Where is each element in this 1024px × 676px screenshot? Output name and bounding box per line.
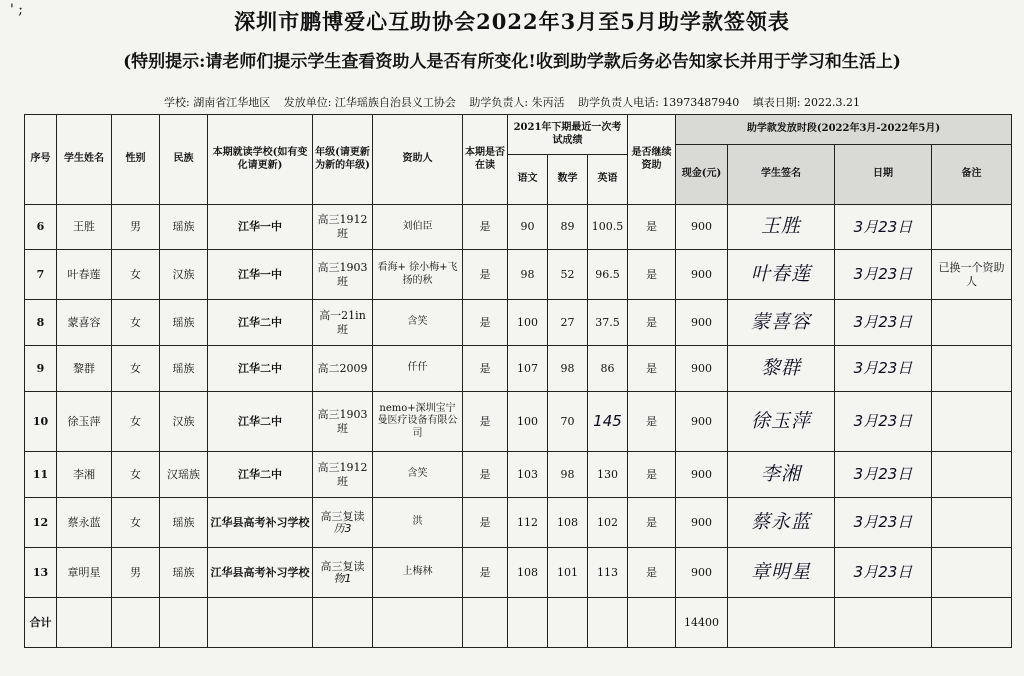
cell-ethnic: 瑶族 (160, 346, 208, 392)
cell-seq: 7 (25, 250, 57, 300)
cell-signature: 蔡永蓝 (728, 498, 835, 548)
table-row (25, 548, 1012, 598)
grade-handwritten-note: 物1 (333, 571, 352, 585)
header-continue: 是否继续资助 (628, 115, 676, 205)
cell-name: 蔡永蓝 (57, 498, 112, 548)
cell-chinese: 107 (508, 346, 548, 392)
header-math: 数学 (548, 155, 588, 205)
cell-school: 江华一中 (208, 205, 313, 250)
header-period: 助学款发放时段(2022年3月-2022年5月) (676, 115, 1012, 145)
cell-ethnic: 瑶族 (160, 548, 208, 598)
cell-school: 江华二中 (208, 346, 313, 392)
cell-remark (932, 392, 1012, 452)
cell-name: 蒙喜容 (57, 300, 112, 346)
grade-text: 高三1912班 (317, 460, 368, 488)
meta-line (0, 94, 1024, 110)
header-exam-group: 2021年下期最近一次考试成绩 (508, 115, 628, 155)
cell-sponsor: nemo+深圳宝宁曼医疗设备有限公司 (373, 392, 463, 452)
cell-enrolled: 是 (463, 346, 508, 392)
cell-grade (313, 392, 373, 452)
cell-date: 3月23日 (835, 392, 932, 452)
total-row (25, 598, 1012, 648)
cell-seq: 12 (25, 498, 57, 548)
cell-signature: 黎群 (728, 346, 835, 392)
cell-continue: 是 (628, 300, 676, 346)
cell-math: 89 (548, 205, 588, 250)
header-ethnic: 民族 (160, 115, 208, 205)
cell-date: 3月23日 (835, 452, 932, 498)
cell-remark (932, 548, 1012, 598)
cell-name: 章明星 (57, 548, 112, 598)
cell-english: 96.5 (588, 250, 628, 300)
table-row (25, 205, 1012, 250)
cell-grade (313, 498, 373, 548)
cell-name: 徐玉萍 (57, 392, 112, 452)
cell-school: 江华县高考补习学校 (208, 548, 313, 598)
cell-enrolled: 是 (463, 205, 508, 250)
table-row (25, 300, 1012, 346)
table-row (25, 250, 1012, 300)
cell-remark (932, 452, 1012, 498)
cell-math: 108 (548, 498, 588, 548)
cell-chinese: 103 (508, 452, 548, 498)
cell-remark (932, 346, 1012, 392)
cell-chinese: 100 (508, 300, 548, 346)
cell-name: 叶春莲 (57, 250, 112, 300)
header-enrolled: 本期是否在读 (463, 115, 508, 205)
grade-text: 高三复读 (320, 559, 365, 573)
header-remark: 备注 (932, 145, 1012, 205)
header-date: 日期 (835, 145, 932, 205)
cell-enrolled: 是 (463, 250, 508, 300)
cell-signature: 蒙喜容 (728, 300, 835, 346)
cell-remark: 已换一个资助人 (932, 250, 1012, 300)
cell-name: 黎群 (57, 346, 112, 392)
cell-cash: 900 (676, 392, 728, 452)
header-sponsor: 资助人 (373, 115, 463, 205)
cell-math: 52 (548, 250, 588, 300)
cell-seq: 10 (25, 392, 57, 452)
cell-date: 3月23日 (835, 205, 932, 250)
cell-chinese: 100 (508, 392, 548, 452)
cell-gender: 女 (112, 300, 160, 346)
cell-math: 98 (548, 452, 588, 498)
grade-text: 高三1903班 (317, 260, 368, 288)
cell-enrolled: 是 (463, 498, 508, 548)
cell-remark (932, 300, 1012, 346)
cell-math: 27 (548, 300, 588, 346)
cell-english: 100.5 (588, 205, 628, 250)
cell-seq: 11 (25, 452, 57, 498)
cell-ethnic: 瑶族 (160, 205, 208, 250)
meta-issuer: 发放单位: 江华瑶族自治县义工协会 (283, 96, 456, 109)
aid-table (24, 114, 1012, 648)
cell-seq: 9 (25, 346, 57, 392)
cell-date: 3月23日 (835, 498, 932, 548)
header-chinese: 语文 (508, 155, 548, 205)
cell-sponsor: 洪 (373, 498, 463, 548)
cell-seq: 6 (25, 205, 57, 250)
header-gender: 性别 (112, 115, 160, 205)
cell-school: 江华一中 (208, 250, 313, 300)
cell-gender: 女 (112, 250, 160, 300)
cell-grade (313, 452, 373, 498)
table-row (25, 392, 1012, 452)
cell-cash: 900 (676, 205, 728, 250)
cell-english: 102 (588, 498, 628, 548)
cell-seq: 8 (25, 300, 57, 346)
cell-remark (932, 205, 1012, 250)
cell-cash: 900 (676, 346, 728, 392)
meta-school: 学校: 湖南省江华地区 (164, 96, 271, 109)
meta-date: 填表日期: 2022.3.21 (752, 96, 860, 109)
cell-cash: 900 (676, 300, 728, 346)
cell-math: 101 (548, 548, 588, 598)
header-grade: 年级(请更新为新的年级) (313, 115, 373, 205)
grade-text: 高三1903班 (317, 407, 368, 435)
cell-sponsor: 看海+ 徐小梅+飞扬的秋 (373, 250, 463, 300)
cell-chinese: 108 (508, 548, 548, 598)
cell-signature: 徐玉萍 (728, 392, 835, 452)
cell-english-handwritten: 145 (588, 392, 628, 452)
cell-date: 3月23日 (835, 346, 932, 392)
cell-continue: 是 (628, 498, 676, 548)
cell-english: 86 (588, 346, 628, 392)
header-name: 学生姓名 (57, 115, 112, 205)
grade-handwritten-note: 历3 (333, 521, 352, 535)
cell-enrolled: 是 (463, 300, 508, 346)
cell-english: 130 (588, 452, 628, 498)
cell-remark (932, 498, 1012, 548)
cell-math: 98 (548, 346, 588, 392)
cell-cash: 900 (676, 452, 728, 498)
grade-text: 高二2009 (317, 361, 368, 375)
meta-head: 助学负责人: 朱丙活 (469, 96, 565, 109)
cell-school: 江华县高考补习学校 (208, 498, 313, 548)
cell-cash: 900 (676, 250, 728, 300)
cell-signature: 王胜 (728, 205, 835, 250)
cell-date: 3月23日 (835, 300, 932, 346)
cell-gender: 男 (112, 548, 160, 598)
cell-chinese: 112 (508, 498, 548, 548)
cell-ethnic: 汉族 (160, 250, 208, 300)
cell-sponsor: 刘伯臣 (373, 205, 463, 250)
cell-continue: 是 (628, 452, 676, 498)
cell-continue: 是 (628, 346, 676, 392)
cell-enrolled: 是 (463, 452, 508, 498)
header-cash: 现金(元) (676, 145, 728, 205)
header-seq: 序号 (25, 115, 57, 205)
cell-name: 李湘 (57, 452, 112, 498)
cell-signature: 章明星 (728, 548, 835, 598)
grade-text: 高三复读 (320, 509, 365, 523)
cell-school: 江华二中 (208, 452, 313, 498)
table-row (25, 498, 1012, 548)
header-school: 本期就读学校(如有变化请更新) (208, 115, 313, 205)
cell-sponsor: 含笑 (373, 452, 463, 498)
header-signature: 学生签名 (728, 145, 835, 205)
total-label: 合计 (25, 598, 57, 648)
cell-seq: 13 (25, 548, 57, 598)
cell-sponsor: 上梅林 (373, 548, 463, 598)
cell-signature: 叶春莲 (728, 250, 835, 300)
cell-continue: 是 (628, 392, 676, 452)
cell-continue: 是 (628, 250, 676, 300)
cell-math: 70 (548, 392, 588, 452)
table-row (25, 452, 1012, 498)
cell-cash: 900 (676, 498, 728, 548)
cell-grade (313, 548, 373, 598)
cell-ethnic: 瑶族 (160, 498, 208, 548)
cell-gender: 女 (112, 498, 160, 548)
cell-name: 王胜 (57, 205, 112, 250)
cell-gender: 女 (112, 452, 160, 498)
cell-english: 37.5 (588, 300, 628, 346)
cell-sponsor: 仟仟 (373, 346, 463, 392)
cell-enrolled: 是 (463, 392, 508, 452)
meta-phone: 助学负责人电话: 13973487940 (578, 96, 740, 109)
cell-grade (313, 346, 373, 392)
cell-chinese: 90 (508, 205, 548, 250)
cell-grade (313, 300, 373, 346)
cell-signature: 李湘 (728, 452, 835, 498)
cell-ethnic: 汉瑶族 (160, 452, 208, 498)
cell-english: 113 (588, 548, 628, 598)
cell-date: 3月23日 (835, 548, 932, 598)
cell-continue: 是 (628, 548, 676, 598)
grade-text: 高三1912班 (317, 213, 368, 240)
cell-cash: 900 (676, 548, 728, 598)
cell-gender: 女 (112, 346, 160, 392)
cell-chinese: 98 (508, 250, 548, 300)
cell-school: 江华二中 (208, 300, 313, 346)
cell-gender: 女 (112, 392, 160, 452)
cell-continue: 是 (628, 205, 676, 250)
special-notice: (特别提示:请老师们提示学生查看资助人是否有所变化!收到助学款后务必告知家长并用于学习和生活上) (123, 52, 901, 72)
document-title: 深圳市鹏博爱心互助协会2022年3月至5月助学款签领表 (234, 9, 790, 34)
cell-enrolled: 是 (463, 548, 508, 598)
cell-grade (313, 250, 373, 300)
table-row (25, 346, 1012, 392)
total-cash: 14400 (676, 598, 728, 648)
cell-grade (313, 205, 373, 250)
cell-ethnic: 汉族 (160, 392, 208, 452)
grade-text: 高一21in班 (319, 308, 366, 336)
corner-mark: ' ; (10, 2, 24, 18)
cell-sponsor: 含笑 (373, 300, 463, 346)
cell-date: 3月23日 (835, 250, 932, 300)
cell-school: 江华二中 (208, 392, 313, 452)
cell-gender: 男 (112, 205, 160, 250)
cell-ethnic: 瑶族 (160, 300, 208, 346)
header-english: 英语 (588, 155, 628, 205)
